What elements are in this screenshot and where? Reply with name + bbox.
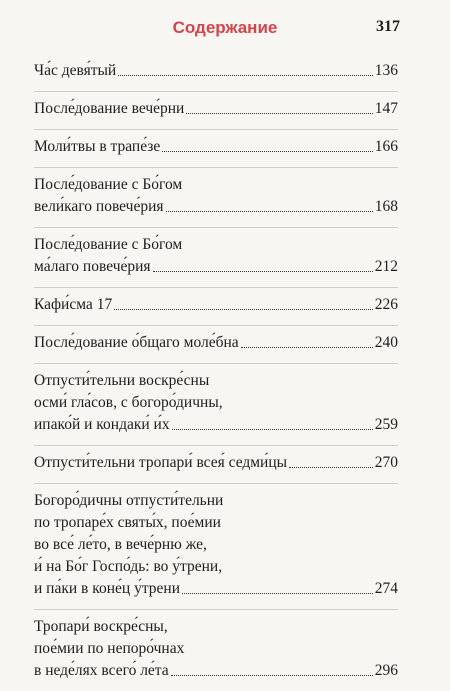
toc-entry-page-number: 147 — [374, 100, 398, 117]
toc-entry-final-line — [34, 578, 398, 600]
toc-entry-title-line: во все́ ле́то, в вече́рню же, — [34, 536, 207, 553]
toc-entry-title: После́дование вече́рни — [34, 100, 185, 117]
toc-entry-title: вели́каго повече́рия — [34, 198, 164, 215]
toc-entry-title: Кафи́сма 17 — [34, 296, 113, 313]
toc-entry — [34, 288, 398, 326]
toc-entry-title-line: Отпусти́тельни воскре́сны — [34, 372, 210, 389]
toc-entry-title: Отпусти́тельни тропари́ всея́ седми́цы — [34, 454, 288, 471]
toc-entry-page-number: 274 — [374, 580, 398, 597]
dot-leader — [172, 429, 373, 430]
toc-entry — [34, 130, 398, 168]
toc-entry — [34, 446, 398, 484]
dot-leader — [162, 151, 372, 152]
page-number: 317 — [376, 18, 400, 35]
toc-entry-page-number: 259 — [374, 416, 398, 433]
toc-entry — [34, 228, 398, 288]
toc-entry — [34, 610, 398, 691]
toc-entry-final-line — [34, 660, 398, 682]
toc-entry-page-number: 226 — [374, 296, 398, 313]
toc-entry-final-line — [34, 452, 398, 474]
toc-entry-final-line — [34, 196, 398, 218]
toc-entry-title: После́дование о́бщаго моле́бна — [34, 334, 239, 351]
toc-entry — [34, 326, 398, 364]
toc-entry-title-line: по тропаре́х святы́х, пое́мии — [34, 514, 221, 531]
toc-entry — [34, 168, 398, 228]
toc-entry — [34, 92, 398, 130]
dot-leader — [241, 347, 373, 348]
toc-entry-title: Ча́с девя́тый — [34, 62, 117, 79]
toc-entry-page-number: 168 — [374, 198, 398, 215]
toc-entry-final-line — [34, 294, 398, 316]
toc-entry-final-line — [34, 60, 398, 82]
toc-entry-title-line: пое́мии по непоро́чнах — [34, 640, 185, 657]
dot-leader — [182, 593, 373, 594]
dot-leader — [118, 75, 373, 76]
section-title: Содержание — [172, 18, 278, 37]
dot-leader — [186, 113, 372, 114]
table-of-contents — [34, 54, 398, 691]
toc-entry-title: ипако́й и кондаки́ и́х — [34, 416, 170, 433]
page-header — [0, 14, 450, 44]
toc-entry — [34, 364, 398, 446]
toc-entry-page-number: 136 — [374, 62, 398, 79]
toc-entry-final-line — [34, 256, 398, 278]
toc-entry-final-line — [34, 136, 398, 158]
toc-entry-title-line: После́дование с Бо́гом — [34, 176, 183, 193]
dot-leader — [166, 211, 373, 212]
toc-entry-final-line — [34, 332, 398, 354]
toc-entry-title-line: осми́ гла́сов, с богоро́дичны, — [34, 394, 223, 411]
toc-entry-title: Моли́твы в трапе́зе — [34, 138, 161, 155]
toc-entry-title-line: и́ на Бо́г Госпо́дь: во у́трени, — [34, 558, 223, 575]
toc-entry-title: ма́лаго повече́рия — [34, 258, 151, 275]
dot-leader — [153, 271, 373, 272]
toc-entry-final-line — [34, 414, 398, 436]
toc-entry-final-line — [34, 98, 398, 120]
toc-entry — [34, 54, 398, 92]
toc-entry-title: и па́ки в коне́ц у́трени — [34, 580, 181, 597]
toc-entry-page-number: 296 — [374, 662, 398, 679]
dot-leader — [289, 467, 373, 468]
toc-entry-title-line: После́дование с Бо́гом — [34, 236, 183, 253]
toc-entry-title-line: Тропари́ воскре́сны, — [34, 618, 168, 635]
dot-leader — [114, 309, 373, 310]
toc-entry-page-number: 240 — [374, 334, 398, 351]
toc-entry-page-number: 270 — [374, 454, 398, 471]
toc-entry-title-line: Богоро́дичны отпусти́тельни — [34, 492, 224, 509]
toc-entry-page-number: 212 — [374, 258, 398, 275]
toc-entry-page-number: 166 — [374, 138, 398, 155]
dot-leader — [171, 675, 373, 676]
toc-entry — [34, 484, 398, 610]
toc-entry-title: в неде́лях всего́ ле́та — [34, 662, 169, 679]
